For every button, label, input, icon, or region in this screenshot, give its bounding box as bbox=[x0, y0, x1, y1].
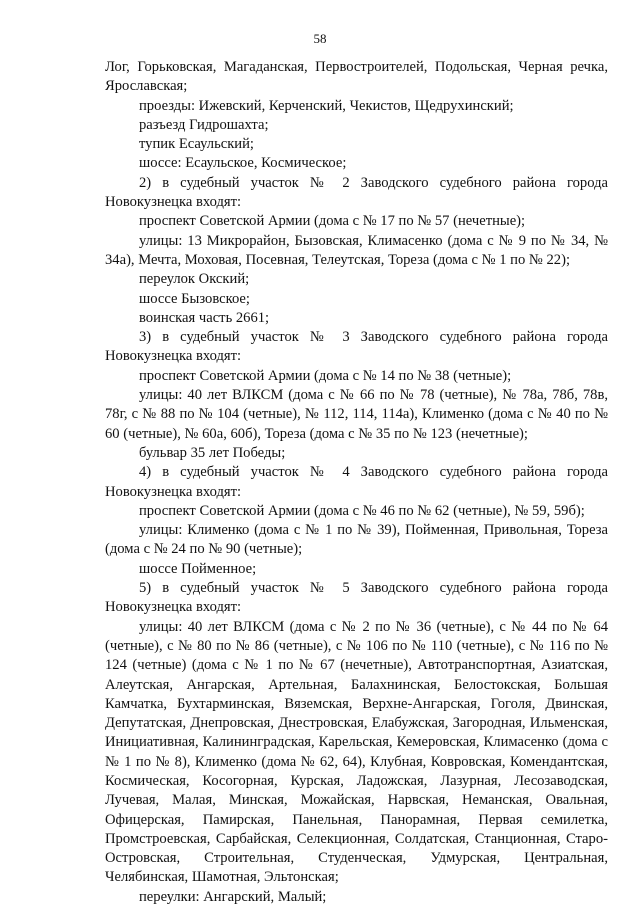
paragraph: улицы: 40 лет ВЛКСМ (дома с № 66 по № 78 (четные), № 78а, 78б, 78в, 78г, с № 88 по № 104 (четные), № 112, 114, 114а), Клименко (дома с № 40 по № 60 (четные), № 60а, 60б), Тореза (дома с № 35 по № 123 (нечетные); bbox=[105, 387, 608, 442]
paragraph: воинская часть 2661; bbox=[139, 309, 270, 326]
paragraph: проспект Советской Армии (дома с № 17 по № 57 (нечетные); bbox=[139, 213, 526, 230]
section-heading: 2) в судебный участок № 2 Заводского судебного района города Новокузнецка входят: bbox=[105, 174, 608, 211]
paragraph: бульвар 35 лет Победы; bbox=[139, 444, 286, 461]
paragraph: проспект Советской Армии (дома с № 46 по № 62 (четные), № 59, 59б); bbox=[139, 502, 585, 519]
paragraph: переулки: Ангарский, Малый; bbox=[139, 888, 327, 905]
paragraph: Лог, Горьковская, Магаданская, Первостроителей, Подольская, Черная речка, Ярославская; bbox=[105, 59, 608, 95]
page-number: 58 bbox=[313, 31, 327, 46]
paragraph: улицы: 40 лет ВЛКСМ (дома с № 2 по № 36 (четные), с № 44 по № 64 (четные), с № 80 по № 86 (четные), с № 106 по № 110 (четные), с № 116 по № 124 (четные) (дома с № 1 по № 67 (нечетные), Автотранспортная, Азиатская, Алеутская, Ангарская, Артельная, Балахнинская, Белостокская, Большая Камчатка, Бухтарминская, Вяземская, Верхне-Ангарская, Гоголя, Двинская, Депутатская, Днепровская, Днестровская, Елабужская, Загородная, Ильменская, Инициативная, Калининградская, Карельская, Кемеровская, Климасенко (дома с № 1 по № 8), Клименко (дома № 62, 64), Клубная, Ковровская, Комендантская, Космическая, Косогорная, Курская, Ладожская, Лазурная, Лесозаводская, Лучевая, Малая, Минская, Можайская, Нарвская, Неманская, Овальная, Офицерская, Памирская, Панельная, Панорамная, Первая семилетка, Промстроевская, Сарбайская, Селекционная, Солдатская, Станционная, Старо-Островская, Строительная, Студенческая, Удмурская, Центральная, Челябинская, Шамотная, Эльтонская; bbox=[105, 618, 608, 886]
paragraph: переулок Окский; bbox=[139, 271, 250, 288]
section-heading: 5) в судебный участок № 5 Заводского судебного района города Новокузнецка входят: bbox=[105, 580, 608, 616]
paragraph: шоссе Пойменное; bbox=[139, 560, 257, 577]
section-heading: 3) в судебный участок № 3 Заводского судебного района города Новокузнецка входят: bbox=[105, 329, 608, 365]
paragraph: улицы: Клименко (дома с № 1 по № 39), Пойменная, Привольная, Тореза (дома с № 24 по № 90 (четные); bbox=[105, 522, 608, 558]
paragraph: шоссе: Есаульское, Космическое; bbox=[139, 155, 347, 172]
section-heading: 4) в судебный участок № 4 Заводского судебного района города Новокузнецка входят: bbox=[105, 464, 608, 500]
paragraph: тупик Есаульский; bbox=[139, 136, 254, 153]
paragraph: улицы: 13 Микрорайон, Бызовская, Климасенко (дома с № 9 по № 34, № 34а), Мечта, Моховая, Посевная, Телеутская, Тореза (дома с № 1 по № 22); bbox=[105, 232, 608, 268]
paragraph: проспект Советской Армии (дома с № 14 по № 38 (четные); bbox=[139, 367, 512, 384]
paragraph: шоссе Бызовское; bbox=[139, 290, 250, 307]
paragraph: разъезд Гидрошахта; bbox=[139, 116, 269, 133]
document-body bbox=[105, 58, 608, 907]
paragraph: проезды: Ижевский, Керченский, Чекистов, Щедрухинский; bbox=[139, 97, 514, 114]
